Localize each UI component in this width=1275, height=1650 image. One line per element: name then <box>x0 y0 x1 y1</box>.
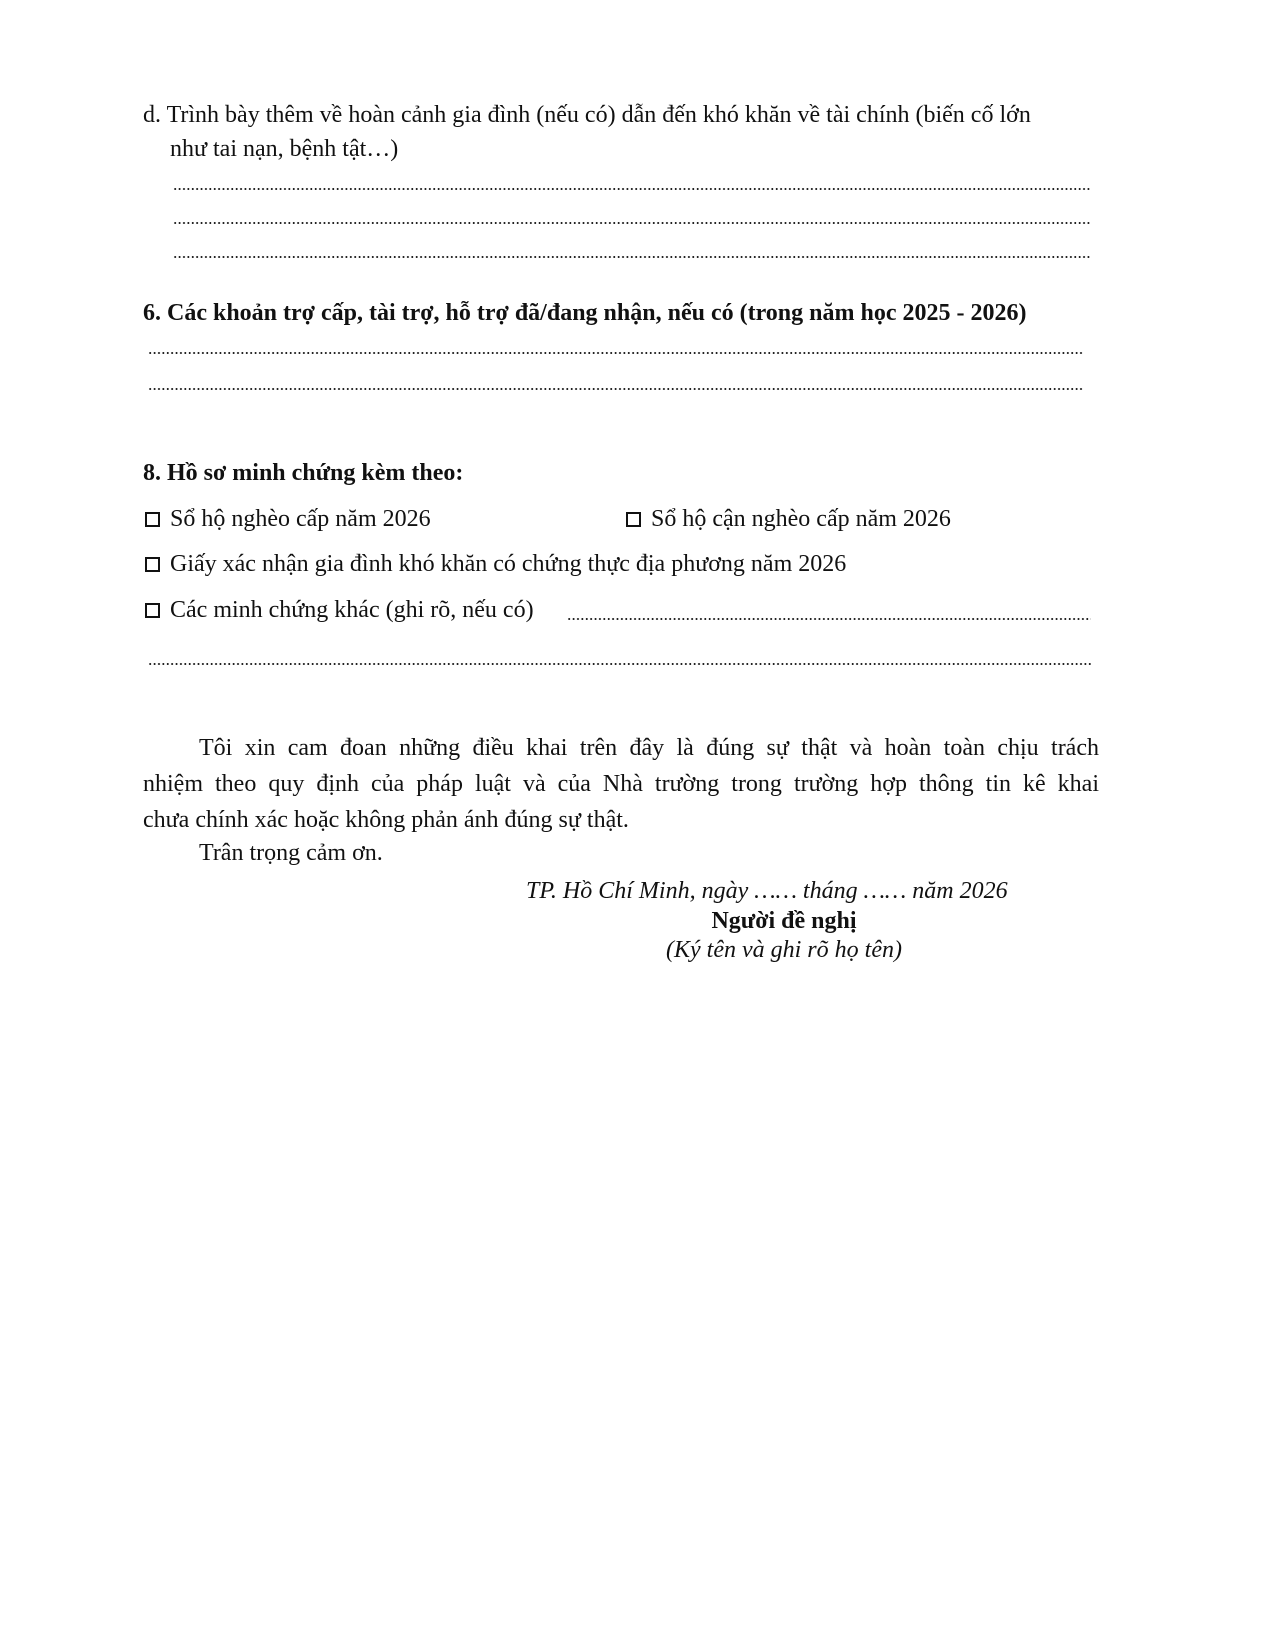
section-6-fill-line-2[interactable] <box>148 388 1084 390</box>
signature-date-line: TP. Hồ Chí Minh, ngày …… tháng …… năm 2026 <box>526 878 1008 904</box>
other-evidence-fill-line-2[interactable] <box>148 663 1091 665</box>
checkbox-poor-household[interactable] <box>145 512 160 527</box>
section-d-fill-line-2[interactable] <box>173 222 1091 224</box>
signature-title: Người đề nghị <box>711 908 857 934</box>
declaration-line-2: nhiệm theo quy định của pháp luật và của Nhà trường trong trường hợp thông tin kê khai <box>143 771 1099 797</box>
signature-instruction: (Ký tên và ghi rõ họ tên) <box>666 937 902 963</box>
section-6-fill-line-1[interactable] <box>148 352 1084 354</box>
checkbox-near-poor-household[interactable] <box>626 512 641 527</box>
checkbox-other-evidence[interactable] <box>145 603 160 618</box>
option-poor-household[interactable] <box>145 504 431 534</box>
section-d-text-line-1: d. Trình bày thêm về hoàn cảnh gia đình (nếu có) dẫn đến khó khăn về tài chính (biến cố lớn <box>143 102 1031 128</box>
option-other-evidence-label: Các minh chứng khác (ghi rõ, nếu có) <box>170 597 534 623</box>
option-poor-household-label: Sổ hộ nghèo cấp năm 2026 <box>170 506 431 532</box>
option-hardship-certificate[interactable] <box>145 549 846 579</box>
declaration-line-3: chưa chính xác hoặc không phản ánh đúng sự thật. <box>143 807 629 833</box>
section-d-fill-line-3[interactable] <box>173 256 1091 258</box>
section-d-text-line-2: như tai nạn, bệnh tật…) <box>170 136 399 162</box>
option-near-poor-household-label: Sổ hộ cận nghèo cấp năm 2026 <box>651 506 951 532</box>
other-evidence-fill-line-1[interactable] <box>567 618 1091 620</box>
option-near-poor-household[interactable] <box>626 504 951 534</box>
section-6-heading: 6. Các khoản trợ cấp, tài trợ, hỗ trợ đã/đang nhận, nếu có (trong năm học 2025 - 2026) <box>143 300 1027 326</box>
declaration-paragraph <box>143 730 1099 838</box>
thanks-text: Trân trọng cảm ơn. <box>199 840 383 866</box>
section-8-heading: 8. Hồ sơ minh chứng kèm theo: <box>143 460 464 486</box>
declaration-line-1: Tôi xin cam đoan những điều khai trên đây là đúng sự thật và hoàn toàn chịu trách <box>199 735 1099 761</box>
option-other-evidence[interactable] <box>145 595 534 625</box>
option-hardship-certificate-label: Giấy xác nhận gia đình khó khăn có chứng thực địa phương năm 2026 <box>170 551 847 577</box>
section-d-fill-line-1[interactable] <box>173 188 1091 190</box>
checkbox-hardship-certificate[interactable] <box>145 557 160 572</box>
